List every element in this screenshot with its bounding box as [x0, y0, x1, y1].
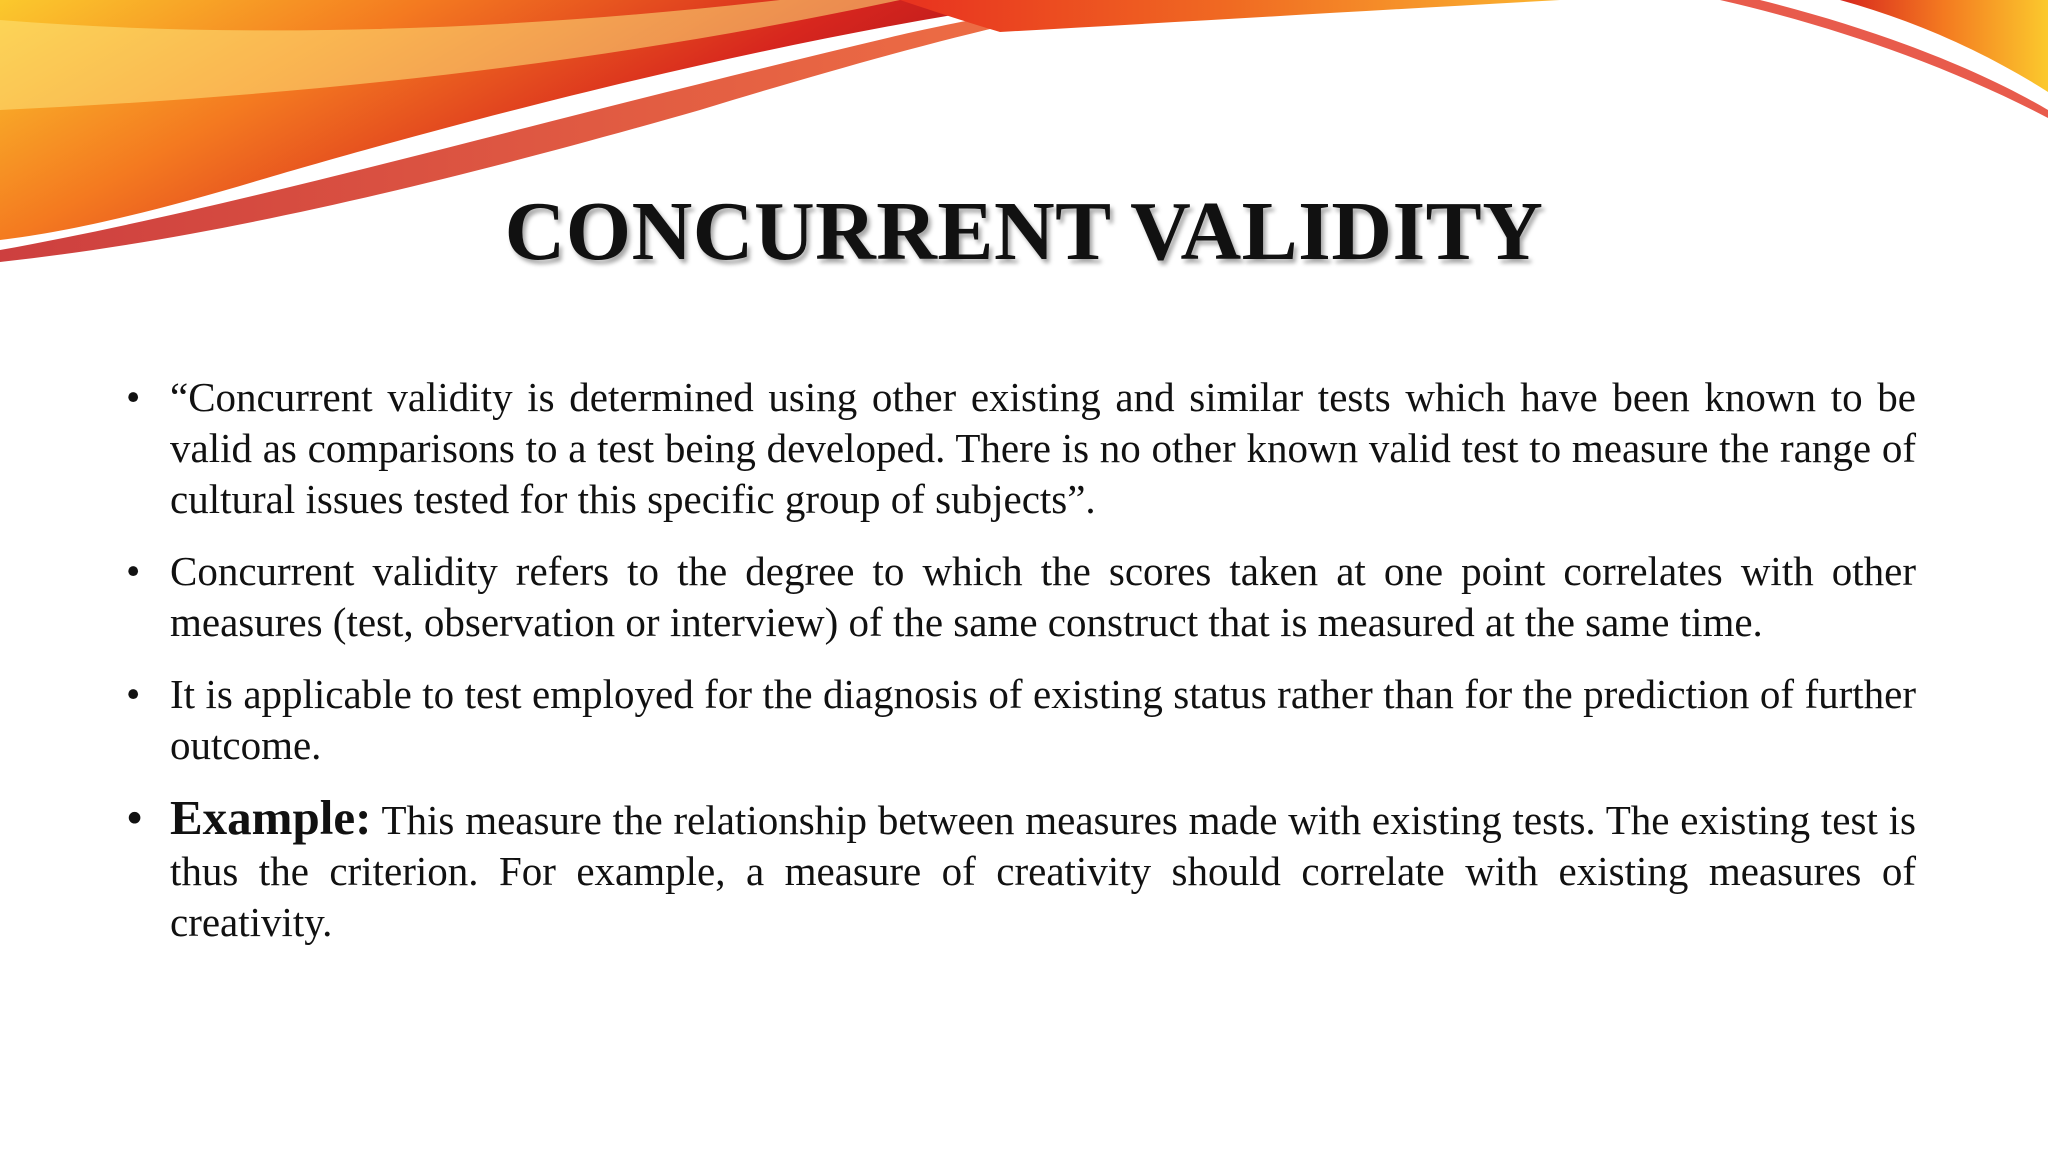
- bullet-icon: •: [126, 790, 144, 845]
- slide-title: CONCURRENT VALIDITY: [504, 185, 1544, 278]
- bullet-icon: •: [126, 671, 141, 717]
- bullet-item: [126, 669, 1916, 771]
- swoosh-right: [1840, 0, 2048, 92]
- bullet-text: This measure the relationship between measures made with existing tests. The existing test is thus the criterion. For example, a measure of creativity should correlate with existing measures of creativity.: [170, 797, 1916, 945]
- bullet-icon: •: [126, 548, 141, 594]
- bullet-lead-label: Example:: [170, 790, 372, 845]
- bullet-icon: •: [126, 374, 141, 420]
- bullet-list: [126, 372, 1916, 969]
- bullet-text: It is applicable to test employed for the diagnosis of existing status rather than for the prediction of further outcome.: [170, 671, 1916, 768]
- swoosh-top-band: [900, 0, 1560, 32]
- bullet-text: “Concurrent validity is determined using other existing and similar tests which have been known to be valid as comparisons to a test being developed. There is no other known valid test to measure the range of cultural issues tested for this specific group of subjects”.: [170, 374, 1916, 522]
- bullet-item-example: [126, 792, 1916, 948]
- bullet-item: [126, 372, 1916, 525]
- bullet-item: [126, 546, 1916, 648]
- bullet-text: Concurrent validity refers to the degree to which the scores taken at one point correlates with other measures (test, observation or interview) of the same construct that is measured at the same time.: [170, 548, 1916, 645]
